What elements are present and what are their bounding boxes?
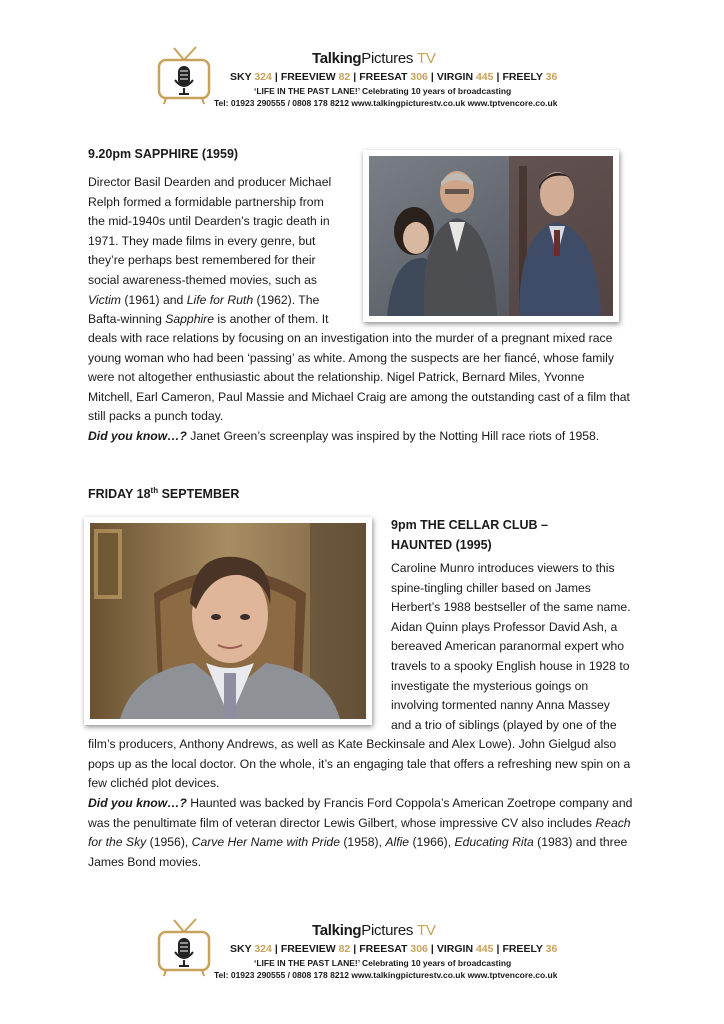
text-span: (1956), — [146, 835, 192, 850]
cellar-still-image — [90, 523, 366, 719]
film-title: Sapphire — [165, 312, 215, 327]
sapphire-body-text — [88, 329, 648, 427]
text-line: investigate the mysterious goings on — [391, 678, 589, 693]
channel-number: 445 — [475, 943, 494, 955]
channel-name: FREEVIEW — [280, 71, 336, 83]
heading-line: 9pm THE CELLAR CLUB – — [391, 518, 548, 532]
channel-number: 306 — [410, 943, 428, 955]
text-line: James Bond movies. — [88, 854, 202, 869]
brand-tv: TV — [416, 50, 436, 67]
text-line — [88, 833, 648, 853]
channel-list: SKY 324 | FREEVIEW 82 | FREESAT 306 | VIRGIN 445 | FREELY 36 — [230, 943, 558, 955]
did-you-know-label: Did you know…? — [88, 796, 187, 810]
channel-number: 36 — [545, 943, 558, 955]
channel-name: FREESAT — [359, 71, 408, 83]
text-line: travels to a spooky English house in 1928 to — [391, 658, 630, 673]
text-line: were not altogether enthusiastic about the relationship. Nigel Patrick, Bernard Miles, Yvonne — [88, 370, 585, 385]
day-heading — [88, 487, 239, 501]
channel-name: FREELY — [502, 943, 543, 955]
brand-tv: TV — [416, 922, 436, 939]
sapphire-still-photo — [363, 150, 619, 322]
text-line: 1971. They made films in every genre, but — [88, 233, 316, 248]
text-line: Mitchell, Earl Cameron, Paul Massie and Michael Craig are among the outstanding cast of a film that — [88, 389, 630, 404]
channel-name: VIRGIN — [436, 71, 474, 83]
channel-name: VIRGIN — [436, 943, 474, 955]
text-span: (1962). The — [253, 292, 320, 307]
tv-logo-icon — [156, 46, 212, 106]
cellar-body-text — [88, 735, 648, 794]
text-line: the mid-1940s until Dearden’s tragic death in — [88, 214, 330, 229]
text-line: spine-tingling chiller based on James — [391, 580, 591, 595]
channel-number: 324 — [254, 943, 272, 955]
text-line: still packs a punch today. — [88, 409, 224, 424]
cellar-did-you-know — [88, 794, 648, 872]
text-line: involving tormented nanny Anna Massey — [391, 698, 610, 713]
text-line: young woman who had been ‘passing’ as white. Among the suspects are her fiancé, whose family — [88, 350, 614, 365]
sapphire-still-image — [369, 156, 613, 316]
text-line: few clichéd plot devices. — [88, 776, 220, 791]
contact-line: Tel: 01923 290555 / 0808 178 8212 www.talkingpicturestv.co.uk www.tptvencore.co.uk — [214, 98, 558, 108]
text-span: (1966), — [409, 835, 455, 850]
text-line: deals with race relations by focusing on an investigation into the murder of a pregnant mixed race — [88, 331, 613, 345]
text-line: social awareness-themed movies, such as — [88, 272, 317, 287]
text-line: film’s producers, Anthony Andrews, as well as Kate Beckinsale and Alex Lowe). John Gielgud also — [88, 737, 617, 751]
channel-name: SKY — [230, 943, 252, 955]
film-title: Carve Her Name with Pride — [191, 835, 340, 850]
film-title: Reach — [595, 815, 631, 830]
tagline: ‘LIFE IN THE PAST LANE!’ Celebrating 10 years of broadcasting — [254, 958, 512, 968]
sapphire-did-you-know — [88, 427, 648, 447]
channel-name: SKY — [230, 71, 252, 83]
brand-name — [312, 50, 436, 67]
brand-name — [312, 922, 436, 939]
brand-bold: Talking — [312, 922, 362, 939]
channel-number: 324 — [254, 71, 272, 83]
sapphire-intro-text — [88, 173, 348, 330]
heading-line: HAUNTED (1995) — [391, 538, 492, 552]
text-span: (1958), — [339, 835, 386, 850]
text-line — [88, 794, 648, 814]
text-line: and a trio of siblings (played by one of the — [391, 717, 617, 732]
film-title: for the Sky — [88, 835, 147, 850]
channel-number: 445 — [475, 71, 494, 83]
channel-name: FREEVIEW — [280, 943, 336, 955]
text-span: Haunted was backed by Francis Ford Coppola’s American Zoetrope company and — [186, 796, 633, 810]
channel-list: SKY 324 | FREEVIEW 82 | FREESAT 306 | VIRGIN 445 | FREELY 36 — [230, 71, 558, 83]
text-span: (1983) and three — [533, 835, 628, 850]
text-line: Herbert’s 1988 bestseller of the same name. — [391, 600, 631, 615]
text-line: Aidan Quinn plays Professor David Ash, a — [391, 619, 618, 634]
text-line: Relph formed a formidable partnership from — [88, 194, 324, 209]
channel-number: 82 — [338, 943, 351, 955]
header-banner — [150, 44, 590, 112]
cellar-intro-text — [391, 559, 651, 735]
film-title: Victim — [88, 292, 121, 307]
footer-banner — [150, 916, 590, 984]
channel-name: FREESAT — [359, 943, 408, 955]
text-line: they’re perhaps best remembered for their — [88, 253, 316, 268]
text-line — [88, 291, 348, 311]
tv-logo-icon — [156, 918, 212, 978]
did-you-know-text: Janet Green’s screenplay was inspired by the Notting Hill race riots of 1958. — [186, 429, 600, 443]
day-suffix: th — [150, 485, 159, 495]
channel-name: FREELY — [502, 71, 543, 83]
text-span: was the penultimate film of veteran director Lewis Gilbert, whose impressive CV also includes — [88, 815, 596, 830]
month-label: SEPTEMBER — [158, 487, 240, 501]
brand-regular: Pictures — [361, 922, 414, 939]
brand-regular: Pictures — [361, 50, 414, 67]
brand-bold: Talking — [312, 50, 362, 67]
text-span: (1961) and — [120, 292, 187, 307]
film-title: Educating Rita — [454, 835, 534, 850]
contact-line: Tel: 01923 290555 / 0808 178 8212 www.talkingpicturestv.co.uk www.tptvencore.co.uk — [214, 970, 558, 980]
text-line: Director Basil Dearden and producer Michael — [88, 175, 332, 189]
did-you-know-label: Did you know…? — [88, 429, 187, 443]
text-line — [88, 310, 348, 330]
film-title: Life for Ruth — [186, 292, 254, 307]
film-title: Alfie — [385, 835, 410, 850]
cellar-still-photo — [84, 517, 372, 725]
text-span: Bafta-winning — [88, 312, 166, 327]
text-span: is another of them. It — [214, 312, 329, 327]
channel-number: 306 — [410, 71, 428, 83]
tagline: ‘LIFE IN THE PAST LANE!’ Celebrating 10 years of broadcasting — [254, 86, 512, 96]
sapphire-heading: 9.20pm SAPPHIRE (1959) — [88, 147, 239, 161]
cellar-heading — [391, 515, 548, 555]
text-line — [88, 814, 648, 834]
text-line: pops up as the local doctor. On the whole, it’s an engaging tale that offers a refreshing new spin on a — [88, 756, 631, 771]
channel-number: 36 — [545, 71, 558, 83]
day-label: FRIDAY 18 — [88, 487, 151, 501]
text-line: bereaved American paranormal expert who — [391, 639, 625, 654]
text-line: Caroline Munro introduces viewers to this — [391, 561, 615, 575]
channel-number: 82 — [338, 71, 351, 83]
